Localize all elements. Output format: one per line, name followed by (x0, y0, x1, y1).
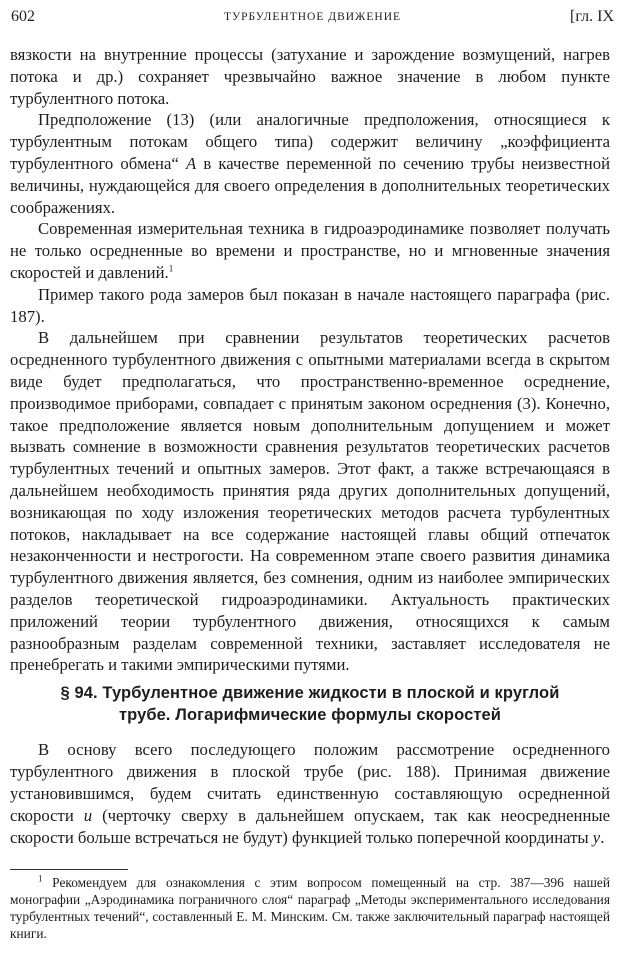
footnote-text: Рекомендуем для ознакомления с этим вопросом помещенный на стр. 387—396 нашей монографии „Аэродинамика пограничного слоя“ параграф „Методы экспериментального исследования турбулентных течений“, составленный Е. М. Минским. См. также заключительный параграф настоящей книги. (10, 875, 610, 941)
footnote-paragraph (10, 874, 610, 942)
paragraph: В дальнейшем при сравнении результатов теоретических расчетов осредненного турбулентного движения с опытными материалами всегда в скрытом виде будет предполагаться, что пространственно-временное осреднение, производимое приборами, совпадает с принятым законом осреднения (3). Конечно, такое предположение является новым дополнительным допущением и может вызвать сомнение в возможности сравнения результатов теоретических расчетов турбулентных течений и опытных замеров. Этот факт, а также встречающаяся в дальнейшем необходимость принятия ряда других дополнительных допущений, возникающая по ходу изложения теоретических методов расчета турбулентных потоков, накладывает на все содержание настоящей главы общий отпечаток незаконченности и нестрогости. На современном этапе своего развития динамика турбулентного движения является, без сомнения, одним из наиболее эмпирических разделов теоретической гидроаэродинамики. Актуальность практических приложений теории турбулентного движения, относящихся к самым разнообразным разделам современной техники, заставляет исследователя не пренебрегать и такими эмпирическими путями. (10, 328, 610, 675)
paragraph-text: В основу всего последующего положим рассмотрение осредненного турбулентного движения в плоской трубе (рис. 188). Принимая движение установившимся, будем считать единственную составляющую осредненной скорости (10, 740, 610, 825)
footnote (10, 874, 610, 942)
paragraph: вязкости на внутренние процессы (затухание и зарождение возмущений, нагрев потока и др.) сохраняет чрезвычайно важное значение в любом пункте турбулентного потока. (10, 45, 610, 108)
period: . (600, 828, 605, 847)
section-heading-line: § 94. Турбулентное движение жидкости в плоской и круглой (60, 684, 560, 702)
running-head (11, 8, 614, 30)
footnote-ref: 1 (168, 263, 174, 274)
section-heading-line: трубе. Логарифмические формулы скоростей (118, 706, 502, 724)
footnote-marker: 1 (38, 873, 43, 884)
variable-y: y (592, 828, 601, 847)
paragraph-text: Предположение (13) (или аналогичные предположения, относящиеся к турбулентным потокам общего типа) содержит величину „коэффициента турбулентного обмена“ (10, 110, 610, 173)
section-heading (10, 682, 610, 726)
section-text (10, 739, 610, 849)
page-number: 602 (11, 8, 35, 25)
paragraph-text: (черточку сверху в дальнейшем опускаем, так как неосредненные скорости больше встречаться не будут) функцией только поперечной координаты (10, 806, 611, 847)
running-title: ТУРБУЛЕНТНОЕ ДВИЖЕНИЕ (223, 11, 402, 23)
variable-a: A (185, 153, 197, 173)
paragraph (10, 739, 610, 849)
main-text (10, 44, 610, 676)
paragraph (10, 109, 610, 218)
variable-u: u (83, 806, 93, 825)
paragraph (10, 218, 610, 283)
footnote-rule (10, 869, 128, 870)
paragraph-text: Современная измерительная техника в гидроаэродинамике позволяет получать не только осредненные во времени и пространстве, но и мгновенные значения скоростей и давлений. (10, 219, 610, 282)
paragraph: Пример такого рода замеров был показан в начале настоящего параграфа (рис. 187). (10, 284, 610, 326)
chapter-label: [гл. IX (570, 8, 614, 25)
paragraph-text: в качестве переменной по сечению трубы неизвестной величины, нуждающейся для своего определения в дополнительных теоретических соображениях. (10, 153, 611, 217)
